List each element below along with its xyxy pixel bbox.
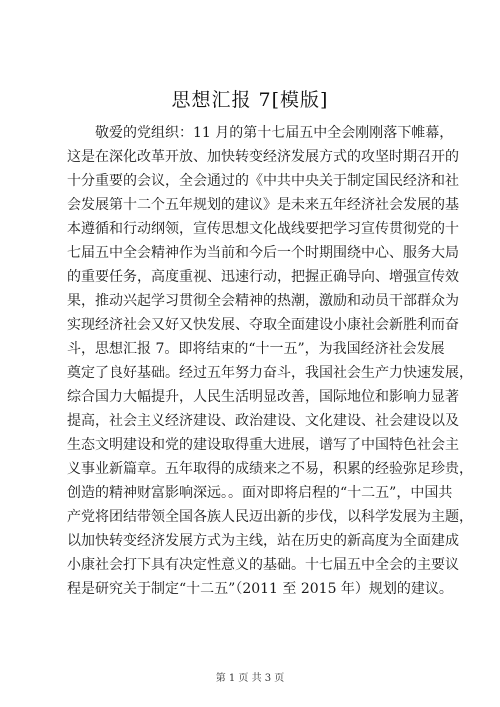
body-line: 敬爱的党组织：11 月的第十七届五中全会刚刚落下帷幕， <box>67 125 454 141</box>
body-line: 以加快转变经济发展方式为主线，站在历史的新高度为全面建成 <box>67 533 459 549</box>
body-line: 会发展第十二个五年规划的建议》是未来五年经济社会发展的基 <box>67 197 459 213</box>
body-line: 斗，思想汇报 7。即将结束的“十一五”，为我国经济社会发展 <box>67 341 445 357</box>
document-body <box>67 121 473 601</box>
body-line: 果，推动兴起学习贯彻全会精神的热潮，激励和动员干部群众为 <box>67 293 459 309</box>
body-line: 奠定了良好基础。经过五年努力奋斗，我国社会生产力快速发展， <box>67 365 473 381</box>
body-line: 综合国力大幅提升，人民生活明显改善，国际地位和影响力显著 <box>67 389 459 405</box>
document-title: 思想汇报 7[模版] <box>171 89 329 111</box>
body-line: 的重要任务，高度重视、迅速行动，把握正确导向、增强宣传效 <box>67 269 459 285</box>
body-line: 程是研究关于制定“十二五”（2011 至 2015 年）规划的建议。 <box>67 581 453 597</box>
page-footer: 第 1 页 共 3 页 <box>215 673 285 684</box>
body-line: 提高，社会主义经济建设、政治建设、文化建设、社会建设以及 <box>67 413 459 429</box>
body-line: 义事业新篇章。五年取得的成绩来之不易，积累的经验弥足珍贵， <box>67 461 473 477</box>
body-line: 实现经济社会又好又快发展、夺取全面建设小康社会新胜利而奋 <box>67 317 459 333</box>
body-line: 这是在深化改革开放、加快转变经济发展方式的攻坚时期召开的 <box>67 149 459 165</box>
body-line: 十分重要的会议，全会通过的《中共中央关于制定国民经济和社 <box>67 173 459 189</box>
body-line: 小康社会打下具有决定性意义的基础。十七届五中全会的主要议 <box>67 557 459 573</box>
body-line: 产党将团结带领全国各族人民迈出新的步伐，以科学发展为主题， <box>67 509 473 525</box>
body-line: 生态文明建设和党的建设取得重大进展，谱写了中国特色社会主 <box>67 437 459 453</box>
body-line: 七届五中全会精神作为当前和今后一个时期围绕中心、服务大局 <box>67 245 459 261</box>
body-line: 本遵循和行动纲领，宣传思想文化战线要把学习宣传贯彻党的十 <box>67 221 459 237</box>
body-line: 创造的精神财富影响深远。。面对即将启程的“十二五”，中国共 <box>67 485 453 501</box>
